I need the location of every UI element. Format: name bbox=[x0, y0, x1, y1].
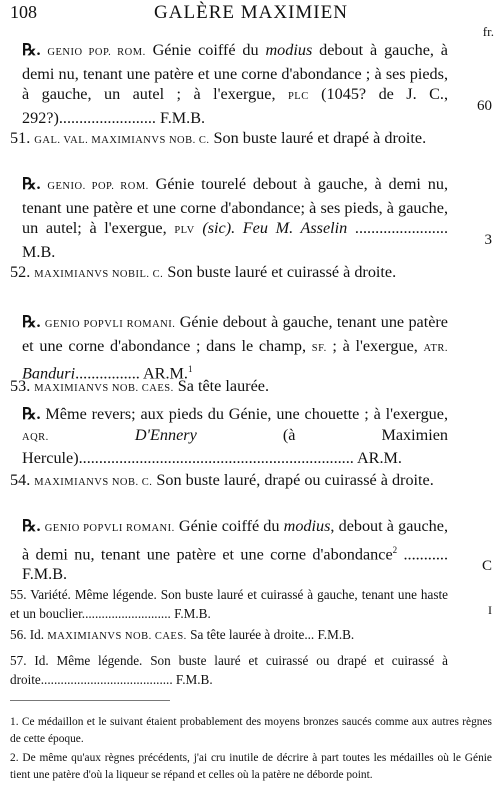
coin-legend: MAXIMIANVS NOB. CAES. bbox=[34, 383, 174, 394]
entry-text: Son buste lauré et drapé à droite. bbox=[209, 129, 427, 147]
coin-legend: MAXIMIANVS NOBIL. C. bbox=[34, 269, 164, 280]
coin-legend: GENIO POPVLI ROMANI. bbox=[44, 523, 175, 534]
entry-text: Génie coiffé du bbox=[145, 41, 266, 59]
entry-text: , debout à gauche, à demi nu, tenant une patère et une corne d'abondance bbox=[22, 517, 448, 563]
reverse-mark: ℞. bbox=[22, 41, 41, 59]
entry-emphasis: modius bbox=[283, 517, 331, 535]
page-number: 108 bbox=[10, 2, 37, 22]
coin-legend: GENIO POPVLI ROMANI. bbox=[44, 319, 176, 330]
entry-number: 57. bbox=[10, 653, 27, 668]
entry-variant bbox=[10, 626, 448, 647]
entry-obverse bbox=[10, 376, 448, 400]
exergue-mark: PLC bbox=[287, 91, 309, 102]
entry-text: Sa tête laurée. bbox=[173, 377, 269, 395]
entry-emphasis: (sic). bbox=[194, 219, 243, 237]
entry-number: 52. bbox=[10, 263, 31, 281]
entry-text: Génie tourelé debout à gauche, à demi nu, tenant une patère et une corne d'abondance; à ses pieds, à gauche, un autel; à l'exergue, bbox=[22, 175, 448, 237]
entry-text: (à Maximien Hercule)........ bbox=[22, 425, 448, 467]
entry-text: Variété. Même légende. Son buste lauré et cuirassé à gauche, tenant une haste et un bouclier........................... F.M.B. bbox=[10, 587, 448, 621]
footnote bbox=[10, 714, 492, 747]
entry-number: 56. bbox=[10, 627, 27, 642]
entry-value: I bbox=[488, 603, 492, 617]
footnote-number: 1. bbox=[10, 716, 19, 728]
exergue-mark: AQR. bbox=[22, 431, 49, 443]
reverse-mark: ℞. bbox=[22, 405, 41, 423]
entry-tail: ........... F.M.B. bbox=[22, 544, 449, 584]
entry-text: Génie debout à gauche, tenant une patère et une corne d'abondance ; dans le champ, bbox=[22, 313, 448, 355]
entry-tail: ....................... M.B. bbox=[22, 219, 448, 261]
entry-text: Génie coiffé du bbox=[174, 517, 284, 535]
entry-reverse bbox=[22, 40, 448, 128]
reverse-mark: ℞. bbox=[22, 175, 41, 193]
reverse-mark: ℞. bbox=[22, 517, 41, 535]
entry-number: 54. bbox=[10, 471, 31, 489]
entry-text: Id. bbox=[26, 627, 48, 642]
entry-reverse bbox=[22, 516, 448, 585]
entry-text: Id. Même légende. Son buste lauré et cuirassé ou drapé et cuirassé à droite........................................ F.M.B. bbox=[10, 653, 448, 687]
value-column-head: fr. bbox=[482, 24, 494, 39]
footnote-ref: 1 bbox=[187, 364, 193, 374]
entry-text: ; à l'exergue, bbox=[326, 336, 424, 355]
entry-number: 53. bbox=[10, 377, 31, 395]
exergue-mark: ATR. bbox=[423, 342, 448, 354]
entry-text: Même revers; aux pieds du Génie, une chouette ; à l'exergue, bbox=[40, 405, 448, 423]
footnote-text: Ce médaillon et le suivant étaient probablement des moyens bronzes saucés comme aux autres règnes de cette époque. bbox=[10, 716, 492, 745]
footnote bbox=[10, 750, 492, 783]
entry-text: Son buste lauré, drapé ou cuirassé à droite. bbox=[152, 471, 434, 489]
collection-name: D'Ennery bbox=[134, 425, 197, 444]
entry-text: debout à gauche, à demi nu, tenant une patère et une corne d'abondance ; à ses pieds, à gauche, un autel ; à l'exergue, bbox=[22, 41, 448, 103]
footnote-text: De même qu'aux règnes précédents, j'ai cru inutile de décrire à part toutes les médailles où le Génie tient une patère d'où la liqueur se répand et celles où la patère ne déborde point. bbox=[10, 752, 492, 781]
entry-value: C bbox=[481, 558, 492, 574]
footnote-rule bbox=[10, 700, 170, 701]
entry-obverse bbox=[10, 470, 448, 494]
coin-legend: MAXIMIANVS NOB. CAES. bbox=[47, 631, 187, 642]
coin-legend: GENIO POP. ROM. bbox=[47, 47, 146, 58]
footnote-number: 2. bbox=[10, 752, 19, 764]
coin-legend: GENIO. POP. ROM. bbox=[47, 181, 149, 192]
coin-legend: GAL. VAL. MAXIMIANVS NOB. C. bbox=[34, 135, 210, 146]
entry-tail: (1045? de J. C., 292?)........................ F.M.B. bbox=[22, 85, 448, 127]
entry-number: 55. bbox=[10, 587, 27, 602]
entry-value: 3 bbox=[484, 232, 492, 248]
collection-name: Feu M. Asselin bbox=[242, 219, 348, 237]
entry-obverse bbox=[10, 262, 448, 286]
page-title: GALÈRE MAXIMIEN bbox=[154, 2, 348, 23]
entry-variant bbox=[10, 586, 448, 623]
page-header bbox=[10, 2, 494, 39]
entry-obverse bbox=[10, 128, 448, 152]
entry-text: Sa tête laurée à droite... F.M.B. bbox=[186, 627, 355, 642]
coin-legend: MAXIMIANVS NOB. C. bbox=[34, 477, 153, 488]
entry-reverse bbox=[22, 174, 448, 262]
entry-tail: ................ AR.M. bbox=[75, 364, 188, 383]
entry-reverse bbox=[22, 404, 448, 469]
entry-emphasis: modius bbox=[265, 41, 313, 59]
entry-variant bbox=[10, 652, 448, 689]
exergue-mark: PLV bbox=[174, 225, 195, 236]
footnote-ref: 2 bbox=[392, 544, 398, 555]
field-mark: SF. bbox=[311, 342, 327, 354]
entry-tail: ............................................................ AR.M. bbox=[111, 449, 402, 467]
entry-number: 51. bbox=[10, 129, 31, 147]
entry-value: 60 bbox=[477, 98, 492, 114]
entry-text: Son buste lauré et cuirassé à droite. bbox=[163, 263, 397, 281]
collection-name: Banduri bbox=[22, 364, 76, 383]
entry-reverse bbox=[22, 312, 448, 384]
reverse-mark: ℞. bbox=[22, 313, 41, 331]
